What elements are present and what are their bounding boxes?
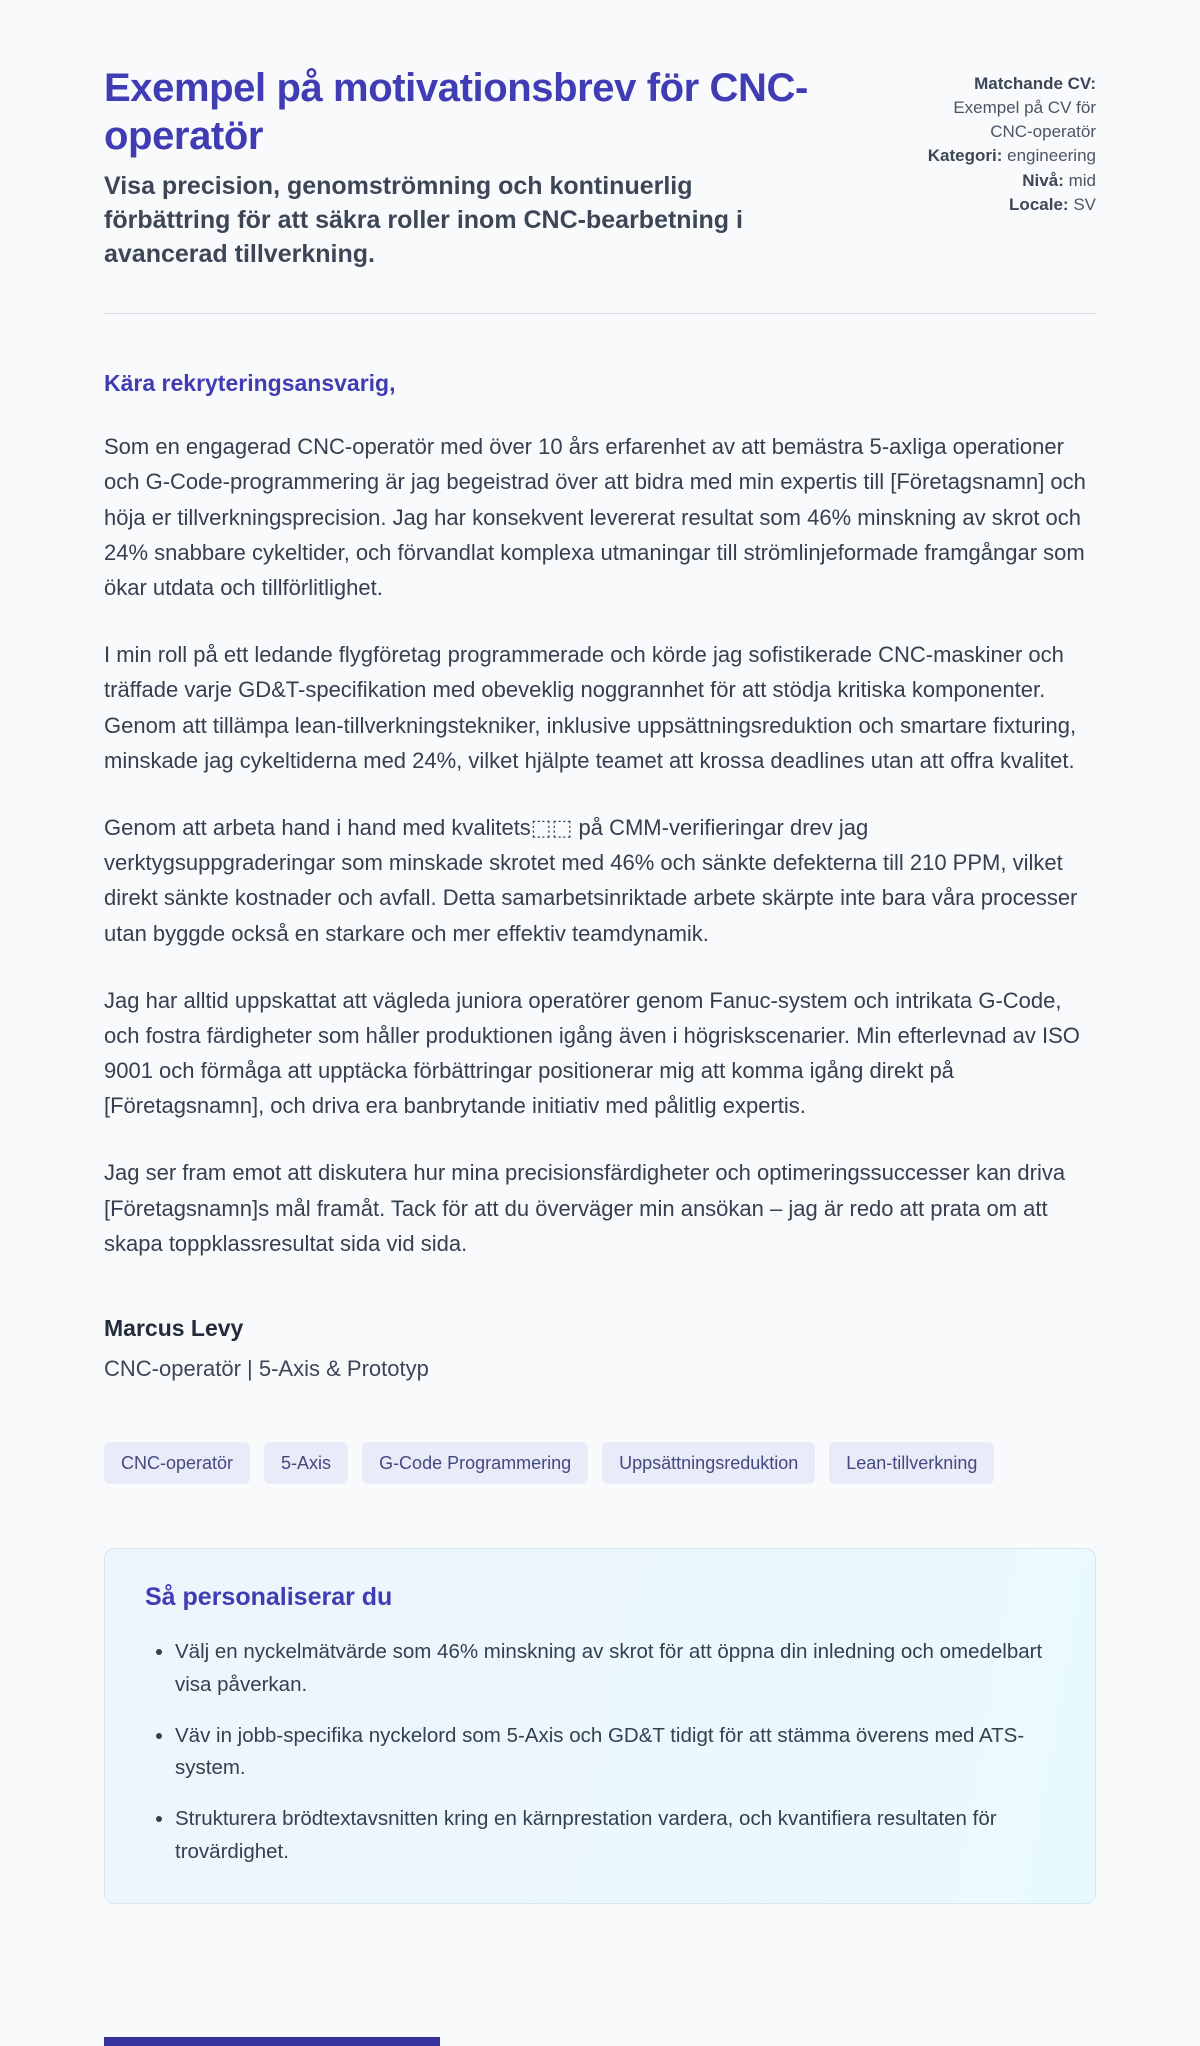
tag-chip-5-axis: 5-Axis <box>264 1442 348 1484</box>
tips-list <box>145 1636 1055 1869</box>
page-header <box>104 64 1096 271</box>
letter-greeting: Kära rekryteringsansvarig, <box>104 370 396 397</box>
tip-item-2: • Väv in jobb-specifika nyckelord som 5-Axis och GD&T tidigt för att stämma överens med ATS-system. <box>175 1720 1055 1786</box>
tip-item-3: • Strukturera brödtextavsnitten kring en kärnprestation vardera, och kvantifiera resultaten för trovärdighet. <box>175 1803 1055 1869</box>
meta-matching-cv-value: Exempel på CV för CNC-operatör <box>953 98 1096 142</box>
meta-matching-cv-label: Matchande CV: <box>974 74 1096 93</box>
meta-matching-cv <box>926 72 1096 144</box>
tag-chip-cnc-operator: CNC-operatör <box>104 1442 250 1484</box>
letter-paragraph-5: Jag ser fram emot att diskutera hur mina precisionsfärdigheter och optimeringssuccesser kan driva [Företagsnamn]s mål framåt. Tack för att du överväger min ansökan – jag är redo att prata om att skapa toppklassresultat sida vid sida. <box>104 1160 1066 1256</box>
header-divider <box>104 313 1096 314</box>
tag-chip-lean: Lean-tillverkning <box>829 1442 994 1484</box>
letter-paragraph-1: Som en engagerad CNC-operatör med över 10 års erfarenhet av att bemästra 5-axliga operationer och G-Code-programmering är jag begeistrad över att bidra med min expertis till [Företagsnamn] och höja er tillverkningsprecision. Jag har konsekvent levererat resultat som 46% minskning av skrot och 24% snabbare cykeltider, och förvandlat komplexa utmaningar till strömlinjeformade framgångar som ökar utdata och tillförlitlighet. <box>104 434 1086 600</box>
meta-locale-label: Locale: <box>1009 194 1069 214</box>
tag-chip-setup-reduction: Uppsättningsreduktion <box>602 1442 815 1484</box>
header-text-block <box>104 64 824 271</box>
signature-title: CNC-operatör | 5-Axis & Prototyp <box>104 1356 429 1381</box>
letter-body <box>104 370 1096 1382</box>
meta-category-label: Kategori: <box>927 146 1003 166</box>
letter-paragraph-2: I min roll på ett ledande flygföretag programmerade och körde jag sofistikerade CNC-maskiner och träffade varje GD&T-specifikation med obeveklig noggrannhet för att stödja kritiska komponenter. Genom att tillämpa lean-tillverkningstekniker, inklusive uppsättningsreduktion och smartare fixturing, minskade jag cykeltiderna med 24%, vilket hjälpte teamet att krossa deadlines utan att offra kvalitet. <box>104 642 1077 773</box>
meta-category <box>926 144 1096 168</box>
letter-paragraph-3: Genom att arbeta hand i hand med kvalitets⬚⬚ på CMM-verifieringar drev jag verktygsuppgraderingar som minskade skrotet med 46% och sänkte defekterna till 210 PPM, vilket direkt sänkte kostnader och avfall. Detta samarbetsinriktade arbete skärpte inte bara våra processer utan byggde också en starkare och mer effektiv teamdynamik. <box>104 814 1078 946</box>
tips-box <box>104 1548 1096 1904</box>
meta-locale <box>926 193 1096 217</box>
meta-panel <box>926 64 1096 271</box>
letter-paragraph-4: Jag har alltid uppskattat att vägleda juniora operatörer genom Fanuc-system och intrikata G-Code, och fostra färdigheter som håller produktionen igång även i högriskscenarier. Min efterlevnad av ISO 9001 och förmåga att upptäcka förbättringar positionerar mig att komma igång direkt på [Företagsnamn], och driva era banbrytande initiativ med pålitlig expertis. <box>104 987 1080 1119</box>
tip-item-1: • Välj en nyckelmätvärde som 46% minskning av skrot för att öppna din inledning och omedelbart visa påverkan. <box>175 1636 1055 1702</box>
tags-row <box>104 1442 1096 1484</box>
tag-chip-g-code: G-Code Programmering <box>362 1442 588 1484</box>
meta-locale-value: SV <box>1073 194 1096 214</box>
signature-name: Marcus Levy <box>104 1315 244 1341</box>
content-container <box>104 0 1096 1904</box>
cutoff-bottom-element <box>104 2037 440 2046</box>
page-title: Exempel på motivationsbrev för CNC-operatör <box>104 66 808 158</box>
meta-level-value: mid <box>1068 170 1096 190</box>
meta-category-value: engineering <box>1007 146 1096 166</box>
page-subtitle: Visa precision, genomströmning och kontinuerlig förbättring för att säkra roller inom CNC-bearbetning i avancerad tillverkning. <box>104 172 743 268</box>
meta-level <box>926 169 1096 193</box>
tips-title: Så personaliserar du <box>145 1583 393 1611</box>
meta-level-label: Nivå: <box>1022 170 1064 190</box>
